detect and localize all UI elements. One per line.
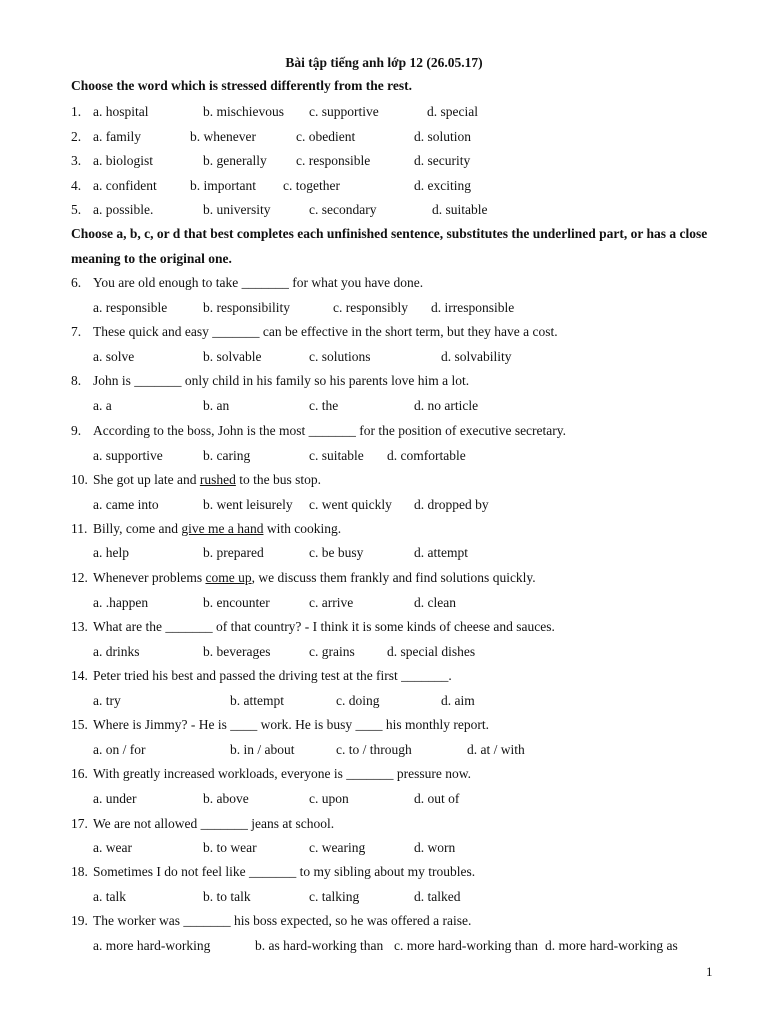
question-stem — [93, 764, 471, 784]
option-b: b. an — [203, 398, 230, 413]
option-a: a. responsible — [93, 300, 168, 315]
option-d: d. comfortable — [387, 448, 466, 463]
option-b: b. university — [203, 202, 271, 217]
option-d: d. irresponsible — [431, 300, 515, 315]
option-b: b. in / about — [230, 742, 295, 757]
option-c: c. talking — [309, 889, 360, 904]
stem-text: The worker was _______ his boss expected, so he was offered a raise. — [93, 913, 472, 928]
option-c: c. the — [309, 398, 339, 413]
underlined-phrase: rushed — [199, 472, 236, 487]
question-stem — [93, 421, 566, 441]
option-d: d. solvability — [441, 349, 512, 364]
option-a: a. family — [93, 129, 141, 144]
stem-text: Sometimes I do not feel like _______ to my sibling about my troubles. — [93, 864, 476, 879]
question-number: 11. — [71, 521, 88, 536]
option-c: c. upon — [309, 791, 349, 806]
option-d: d. talked — [414, 889, 461, 904]
option-c: c. more hard-working than — [394, 938, 538, 953]
option-b: b. above — [203, 791, 249, 806]
stem-text: You are old enough to take _______ for what you have done. — [93, 275, 424, 290]
option-c: c. obedient — [296, 129, 356, 144]
question-stem — [93, 568, 536, 588]
question-stem — [93, 273, 423, 293]
question-number: 3. — [71, 153, 82, 168]
stem-text: Billy, come and — [93, 521, 182, 536]
stem-text: John is _______ only child in his family so his parents love him a lot. — [93, 373, 470, 388]
section-heading-stress: Choose the word which is stressed differently from the rest. — [71, 78, 412, 93]
question-stem — [93, 715, 489, 735]
option-b: b. as hard-working than — [255, 938, 384, 953]
option-d: d. special dishes — [387, 644, 476, 659]
stem-text: with cooking. — [263, 521, 342, 536]
question-number: 9. — [71, 423, 82, 438]
option-d: d. attempt — [414, 545, 468, 560]
question-stem — [93, 371, 469, 391]
option-b: b. whenever — [190, 129, 256, 144]
option-a: a. wear — [93, 840, 132, 855]
question-stem — [93, 862, 475, 882]
question-number: 13. — [71, 619, 88, 634]
question-number: 15. — [71, 717, 88, 732]
question-number: 8. — [71, 373, 82, 388]
stem-text: Peter tried his best and passed the driving test at the first _______. — [93, 668, 452, 683]
stem-text: She got up late and — [93, 472, 200, 487]
option-c: c. doing — [336, 693, 380, 708]
question-stem — [93, 617, 555, 637]
question-number: 17. — [71, 816, 88, 831]
question-number: 2. — [71, 129, 82, 144]
option-c: c. went quickly — [309, 497, 392, 512]
option-b: b. beverages — [203, 644, 271, 659]
stem-text: What are the _______ of that country? - I think it is some kinds of cheese and sauces. — [93, 619, 555, 634]
option-b: b. generally — [203, 153, 267, 168]
option-c: c. responsibly — [333, 300, 408, 315]
option-b: b. responsibility — [203, 300, 290, 315]
question-number: 16. — [71, 766, 88, 781]
option-a: a. biologist — [93, 153, 153, 168]
underlined-phrase: come up — [205, 570, 252, 585]
option-b: b. to wear — [203, 840, 257, 855]
option-c: c. be busy — [309, 545, 364, 560]
option-a: a. came into — [93, 497, 159, 512]
stem-text: With greatly increased workloads, everyone is _______ pressure now. — [93, 766, 471, 781]
page-number: 1 — [706, 964, 713, 979]
option-b: b. attempt — [230, 693, 284, 708]
option-d: d. worn — [414, 840, 456, 855]
page-title: Bài tập tiếng anh lớp 12 (26.05.17) — [285, 55, 483, 70]
question-number: 10. — [71, 472, 88, 487]
stem-text: We are not allowed _______ jeans at school. — [93, 816, 335, 831]
option-d: d. out of — [414, 791, 460, 806]
stress-question-2 — [71, 127, 711, 147]
option-a: a. solve — [93, 349, 135, 364]
question-number: 12. — [71, 570, 88, 585]
option-d: d. suitable — [432, 202, 488, 217]
option-a: a. try — [93, 693, 121, 708]
option-a: a. hospital — [93, 104, 149, 119]
option-c: c. arrive — [309, 595, 354, 610]
option-d: d. aim — [441, 693, 475, 708]
option-c: c. to / through — [336, 742, 412, 757]
question-stem — [93, 814, 334, 834]
stress-question-3 — [71, 151, 711, 171]
option-b: b. to talk — [203, 889, 251, 904]
option-b: b. important — [190, 178, 256, 193]
option-d: d. exciting — [414, 178, 471, 193]
question-stem — [93, 911, 471, 931]
option-c: c. solutions — [309, 349, 371, 364]
option-b: b. solvable — [203, 349, 262, 364]
option-d: d. dropped by — [414, 497, 489, 512]
stem-text: Where is Jimmy? - He is ____ work. He is busy ____ his monthly report. — [93, 717, 489, 732]
option-d: d. at / with — [467, 742, 525, 757]
option-b: b. mischievous — [203, 104, 284, 119]
question-number: 19. — [71, 913, 88, 928]
option-a: a. under — [93, 791, 137, 806]
option-a: a. talk — [93, 889, 126, 904]
stem-text: According to the boss, John is the most _______ for the position of executive secretary. — [93, 423, 567, 438]
option-c: c. supportive — [309, 104, 379, 119]
option-c: c. responsible — [296, 153, 371, 168]
option-a: a. possible. — [93, 202, 154, 217]
question-number: 5. — [71, 202, 82, 217]
option-b: b. caring — [203, 448, 251, 463]
option-d: d. clean — [414, 595, 456, 610]
option-a: a. more hard-working — [93, 938, 211, 953]
option-c: c. secondary — [309, 202, 377, 217]
question-number: 18. — [71, 864, 88, 879]
underlined-phrase: give me a hand — [181, 521, 264, 536]
option-d: d. no article — [414, 398, 479, 413]
option-c: c. suitable — [309, 448, 364, 463]
option-d: d. special — [427, 104, 478, 119]
question-stem — [93, 666, 452, 686]
option-a: a. help — [93, 545, 129, 560]
option-a: a. drinks — [93, 644, 140, 659]
question-stem — [93, 519, 341, 539]
option-b: b. encounter — [203, 595, 270, 610]
stem-text: Whenever problems — [93, 570, 206, 585]
stress-question-1 — [71, 102, 711, 122]
stress-question-5 — [71, 200, 711, 220]
question-number: 14. — [71, 668, 88, 683]
option-a: a. confident — [93, 178, 157, 193]
question-number: 6. — [71, 275, 82, 290]
stem-text: to the bus stop. — [235, 472, 321, 487]
option-d: d. solution — [414, 129, 472, 144]
question-number: 7. — [71, 324, 82, 339]
option-d: d. more hard-working as — [545, 938, 678, 953]
stem-text: These quick and easy _______ can be effective in the short term, but they have a cost. — [93, 324, 558, 339]
option-c: c. grains — [309, 644, 355, 659]
option-a: a. on / for — [93, 742, 146, 757]
option-a: a. a — [93, 398, 112, 413]
option-c: c. wearing — [309, 840, 366, 855]
option-b: b. went leisurely — [203, 497, 293, 512]
option-d: d. security — [414, 153, 471, 168]
question-number: 1. — [71, 104, 82, 119]
question-number: 4. — [71, 178, 82, 193]
option-b: b. prepared — [203, 545, 264, 560]
stress-question-4 — [71, 176, 711, 196]
option-a: a. .happen — [93, 595, 149, 610]
option-a: a. supportive — [93, 448, 163, 463]
question-stem — [93, 470, 321, 490]
option-c: c. together — [283, 178, 340, 193]
stem-text: , we discuss them frankly and find solutions quickly. — [251, 570, 536, 585]
section-heading-completion: Choose a, b, c, or d that best completes each unfinished sentence, substitutes the underlined part, or has a close meaning to the original one. — [71, 226, 708, 266]
question-stem — [93, 322, 558, 342]
